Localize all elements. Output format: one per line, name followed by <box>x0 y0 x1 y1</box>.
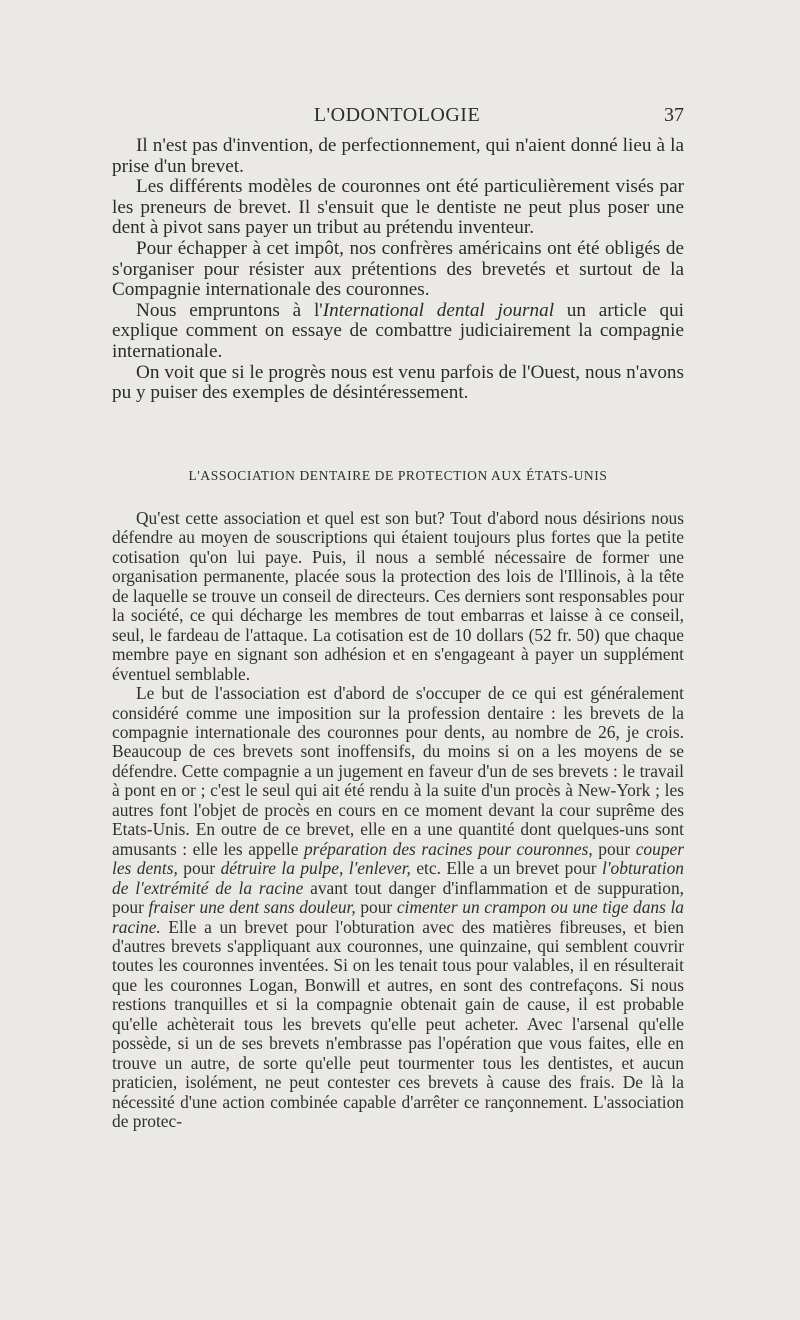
italic-phrase: cimenter un crampon ou une tige dans la racine. <box>112 897 685 937</box>
italic-phrase: fraiser une dent sans douleur, <box>148 897 356 918</box>
paragraph: Qu'est cette association et quel est son but? Tout d'abord nous désirions nous défendre au moyen de souscriptions qui étaient toujours plus fortes que la petite cotisation qu'on lui paye. Puis, il nous a semblé nécessaire de former une organisation permanente, placée sous la protection des lois de l'Illinois, à la tête de laquelle se trouve un conseil de directeurs. Ces derniers sont responsables pour la société, ce qui décharge les membres de tout embarras et laisse à ce conseil, seul, le fardeau de l'attaque. La cotisation est de 10 dollars (52 fr. 50) que chaque membre paye en signant son adhésion et en s'engageant à payer un supplément éventuel semblable. <box>112 508 684 684</box>
paragraph: Pour échapper à cet impôt, nos confrères américains ont été obligés de s'organiser pour résister aux prétentions des brevetés et surtout de la Compagnie internationale des couronnes. <box>112 237 684 301</box>
text-run: Elle a un brevet pour l'obturation avec des matières fibreuses, et bien d'autres brevets s'appliquant aux couronnes, une quinzaine, qui semblent couvrir toutes les couronnes inventées. Si on les tenait tous pour valables, il en résulterait que les couronnes Logan, Bonwill et autres, en sont des contrefaçons. Si nous restions tranquilles et si la compagnie obtenait gain de cause, il est probable qu'elle achèterait tous les brevets qu'elle peut acheter. Avec l'arsenal qu'elle possède, si un de ses brevets n'embrasse pas l'opération que vous faites, elle en trouve un autre, de sorte qu'elle peut tourmenter tous les dentistes, et aucun praticien, isolément, ne peut contester ces brevets à cause des frais. De là la nécessité d'une action combinée capable d'arrêter ce rançonnement. L'association de protec- <box>112 916 684 1132</box>
paragraph: Les différents modèles de couronnes ont été particulièrement visés par les preneurs de brevet. Il s'ensuit que le dentiste ne peut plus poser une dent à pivot sans payer un tribut au prétendu inventeur. <box>112 176 684 239</box>
italic-phrase: préparation des racines pour couronnes, <box>303 838 593 859</box>
text-run: etc. Elle a un brevet pour <box>410 858 602 879</box>
paragraph <box>112 301 684 363</box>
text-run: Nous empruntons à l' <box>136 299 323 321</box>
journal-title: International dental journal <box>322 299 555 321</box>
running-title: L'ODONTOLOGIE <box>313 104 481 126</box>
italic-phrase: détruire la pulpe, l'enlever, <box>220 858 411 879</box>
paragraph <box>112 684 684 1131</box>
section-heading: L'ASSOCIATION DENTAIRE DE PROTECTION AUX ÉTATS-UNIS <box>188 468 608 483</box>
article-body <box>112 509 684 1132</box>
text-run: pour <box>592 838 636 859</box>
italic-phrase: couper les dents, <box>112 838 684 879</box>
intro-text <box>112 136 684 404</box>
paragraph: Il n'est pas d'invention, de perfectionnement, qui n'aient donné lieu à la prise d'un brevet. <box>112 135 684 177</box>
page-number: 37 <box>664 104 684 126</box>
page-header <box>112 104 682 128</box>
text-run: avant tout danger d'inflammation et de suppuration, pour <box>112 877 684 918</box>
text-run: un article qui explique comment on essaye de combattre judiciairement la compagnie internationale. <box>112 299 684 362</box>
italic-phrase: l'obturation de l'extrémité de la racine <box>112 858 684 898</box>
text-run: pour <box>177 858 221 879</box>
text-run: pour <box>355 897 397 918</box>
paragraph: On voit que si le progrès nous est venu parfois de l'Ouest, nous n'avons pu y puiser des exemples de désintéressement. <box>112 361 684 404</box>
text-run: Le but de l'association est d'abord de s'occuper de ce qui est généralement considéré comme une imposition sur la profession dentaire : les brevets de la compagnie internationale des couronnes pour dents, au nombre de 26, je crois. Beaucoup de ces brevets sont inoffensifs, du moins si on a les moyens de se défendre. Cette compagnie a un jugement en faveur d'un de ses brevets : le travail à pont en or ; c'est le seul qui ait été rendu à la suite d'un procès à New-York ; les autres font l'objet de procès en cours en ce moment devant la cour suprême des Etats-Unis. En outre de ce brevet, elle en a une quantité dont quelques-uns sont amusants : elle les appelle <box>112 683 684 859</box>
